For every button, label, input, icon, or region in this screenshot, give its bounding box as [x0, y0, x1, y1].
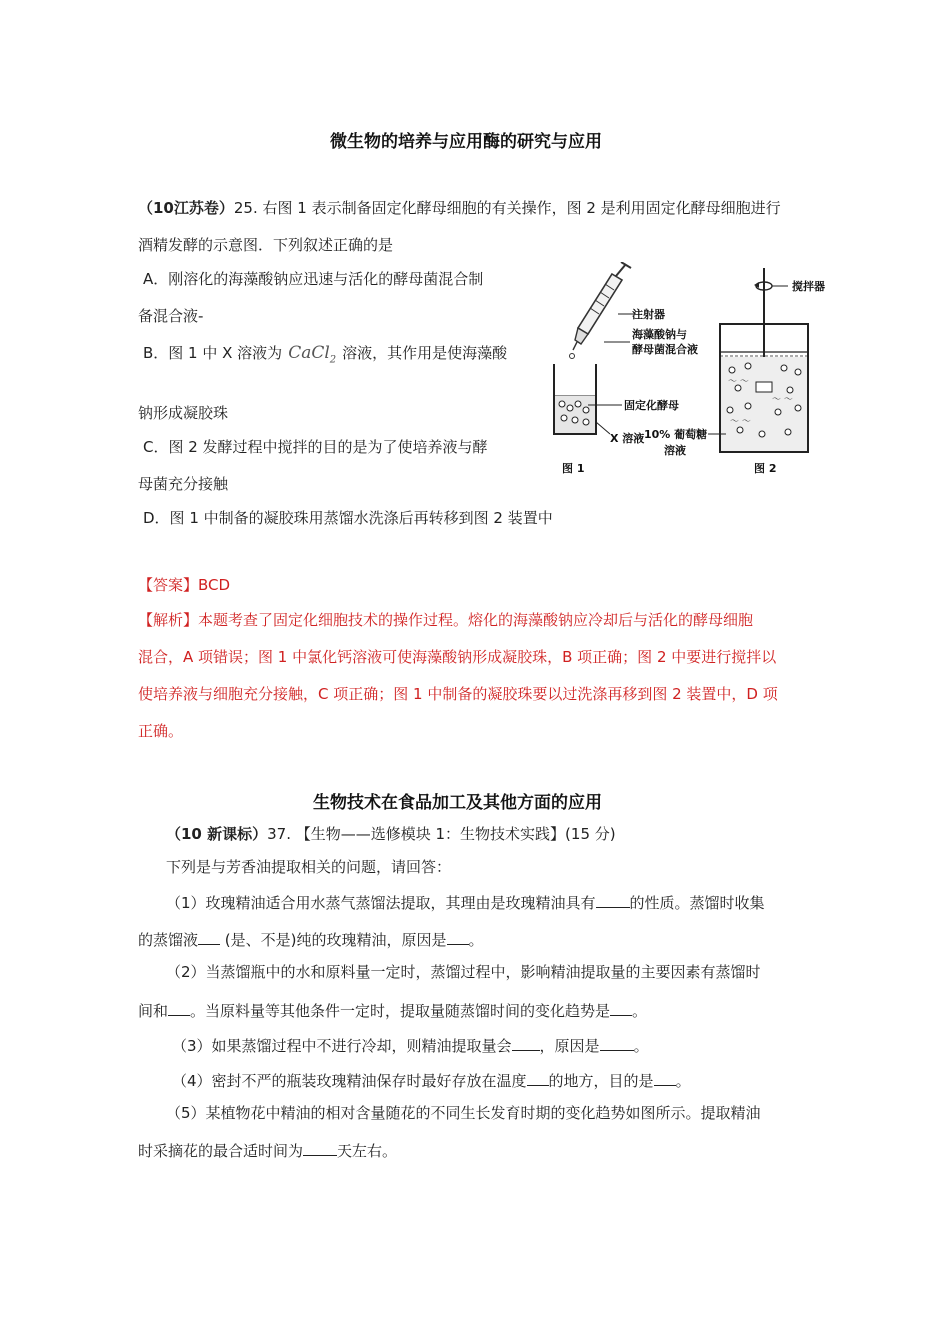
- label-stirrer: 搅拌器: [792, 280, 825, 293]
- text: (是、不是)纯的玫瑰精油，原因是: [220, 931, 447, 949]
- question-header-text: 37. 【生物——选修模块 1：生物技术实践】(15 分): [267, 825, 616, 843]
- formula-main: CaCl: [288, 343, 330, 363]
- fermenter: [720, 268, 808, 452]
- question-25-stem-line1: [138, 198, 781, 218]
- option-a-line2: 备混合液-: [138, 307, 204, 325]
- option-b-prefix: B．图 1 中 X 溶液为: [143, 344, 283, 362]
- answer-blank[interactable]: [654, 1069, 676, 1086]
- answer-blank[interactable]: [168, 999, 190, 1016]
- answer-blank[interactable]: [447, 928, 469, 945]
- sub-question-4: [172, 1069, 691, 1091]
- option-b-line1: [143, 343, 507, 370]
- option-c-line2: 母菌充分接触: [138, 475, 229, 493]
- text: 。当原料量等其他条件一定时，提取量随蒸馏时间的变化趋势是: [190, 1002, 611, 1020]
- label-glucose-2: 溶液: [664, 444, 686, 457]
- option-d: D．图 1 中制备的凝胶珠用蒸馏水洗涤后再转移到图 2 装置中: [143, 509, 553, 527]
- answer-line: [138, 575, 230, 595]
- label-mix-2: 酵母菌混合液: [632, 343, 698, 356]
- svg-text:〜 〜: 〜 〜: [772, 395, 793, 405]
- sub-question-1-line2: [138, 928, 484, 950]
- sub-question-2-line1: （2）当蒸馏瓶中的水和原料量一定时，蒸馏过程中，影响精油提取量的主要因素有蒸馏时: [166, 963, 761, 981]
- label-syringe: 注射器: [632, 308, 665, 321]
- text: （3）如果蒸馏过程中不进行冷却，则精油提取量会: [172, 1037, 512, 1055]
- section-title-2: 生物技术在食品加工及其他方面的应用: [313, 793, 602, 813]
- answer-value: BCD: [198, 576, 231, 594]
- svg-text:〜 〜: 〜 〜: [730, 417, 751, 427]
- label-glucose-1: 10% 葡萄糖: [644, 428, 708, 441]
- label-fig2: 图 2: [754, 462, 777, 475]
- text: 。: [633, 1037, 649, 1055]
- answer-blank[interactable]: [596, 891, 630, 908]
- option-b-line2: 钠形成凝胶珠: [138, 404, 229, 422]
- answer-blank[interactable]: [303, 1139, 337, 1156]
- cacl2-formula: [288, 343, 337, 366]
- text: 的地方，目的是: [548, 1072, 654, 1090]
- svg-text:〜 〜: 〜 〜: [728, 377, 749, 387]
- label-mix-1: 海藻酸钠与: [632, 328, 687, 341]
- answer-blank[interactable]: [600, 1034, 634, 1051]
- text: 。: [675, 1072, 691, 1090]
- option-b-suffix: 溶液，其作用是使海藻酸: [342, 344, 508, 362]
- section-title-1: 微生物的培养与应用酶的研究与应用: [330, 132, 602, 152]
- label-fig1: 图 1: [562, 462, 585, 475]
- analysis-line2: 混合，A 项错误；图 1 中氯化钙溶液可使海藻酸钠形成凝胶珠，B 项正确；图 2 中要进行搅拌以: [138, 648, 777, 666]
- sub-question-5-line2: [138, 1139, 397, 1161]
- beaker-1: [554, 364, 596, 434]
- analysis-line4: 正确。: [138, 722, 184, 740]
- analysis-line1: [138, 610, 753, 630]
- answer-blank[interactable]: [198, 928, 220, 945]
- text: 的蒸馏液: [138, 931, 199, 949]
- text: 时采摘花的最合适时间为: [138, 1142, 304, 1160]
- text: 。: [632, 1002, 648, 1020]
- answer-blank[interactable]: [527, 1069, 549, 1086]
- sub-question-2-line2: [138, 999, 647, 1021]
- answer-blank[interactable]: [512, 1034, 540, 1051]
- label-immobilized: 固定化酵母: [624, 399, 679, 412]
- fermentation-diagram: [548, 262, 828, 480]
- analysis-line3: 使培养液与细胞充分接触，C 项正确；图 1 中制备的凝胶珠要以过洗涤再移到图 2 装置中，D 项: [138, 685, 778, 703]
- syringe-icon: [570, 262, 632, 359]
- question-source: （10 新课标）: [166, 825, 268, 843]
- sub-question-1-line1: [166, 891, 765, 913]
- answer-blank[interactable]: [610, 999, 632, 1016]
- option-a-line1: A．刚溶化的海藻酸钠应迅速与活化的酵母菌混合制: [143, 270, 484, 288]
- question-source: （10江苏卷）: [138, 199, 234, 217]
- text: 天左右。: [337, 1142, 398, 1160]
- text: ，原因是: [539, 1037, 600, 1055]
- text: （1）玫瑰精油适合用水蒸气蒸馏法提取，其理由是玫瑰精油具有: [166, 894, 596, 912]
- label-x-solution: X 溶液: [610, 432, 645, 445]
- formula-subscript: 2: [329, 354, 337, 366]
- answer-label: 【答案】: [138, 576, 199, 594]
- analysis-text-1: 本题考查了固定化细胞技术的操作过程。熔化的海藻酸钠应冷却后与活化的酵母细胞: [198, 611, 754, 629]
- analysis-label: 【解析】: [138, 611, 199, 629]
- question-25-stem-line2: 酒精发酵的示意图．下列叙述正确的是: [138, 236, 394, 254]
- option-c-line1: C．图 2 发酵过程中搅拌的目的是为了使培养液与酵: [143, 438, 488, 456]
- text: 的性质。蒸馏时收集: [629, 894, 765, 912]
- question-37-header: [166, 824, 616, 844]
- question-text: 25. 右图 1 表示制备固定化酵母细胞的有关操作，图 2 是利用固定化酵母细胞进行: [233, 199, 781, 217]
- text: 。: [468, 931, 484, 949]
- sub-question-3: [172, 1034, 649, 1056]
- text: （4）密封不严的瓶装玫瑰精油保存时最好存放在温度: [172, 1072, 527, 1090]
- sub-question-5-line1: （5）某植物花中精油的相对含量随花的不同生长发育时期的变化趋势如图所示。提取精油: [166, 1104, 761, 1122]
- question-37-intro: 下列是与芳香油提取相关的问题，请回答：: [166, 858, 452, 876]
- text: 间和: [138, 1002, 169, 1020]
